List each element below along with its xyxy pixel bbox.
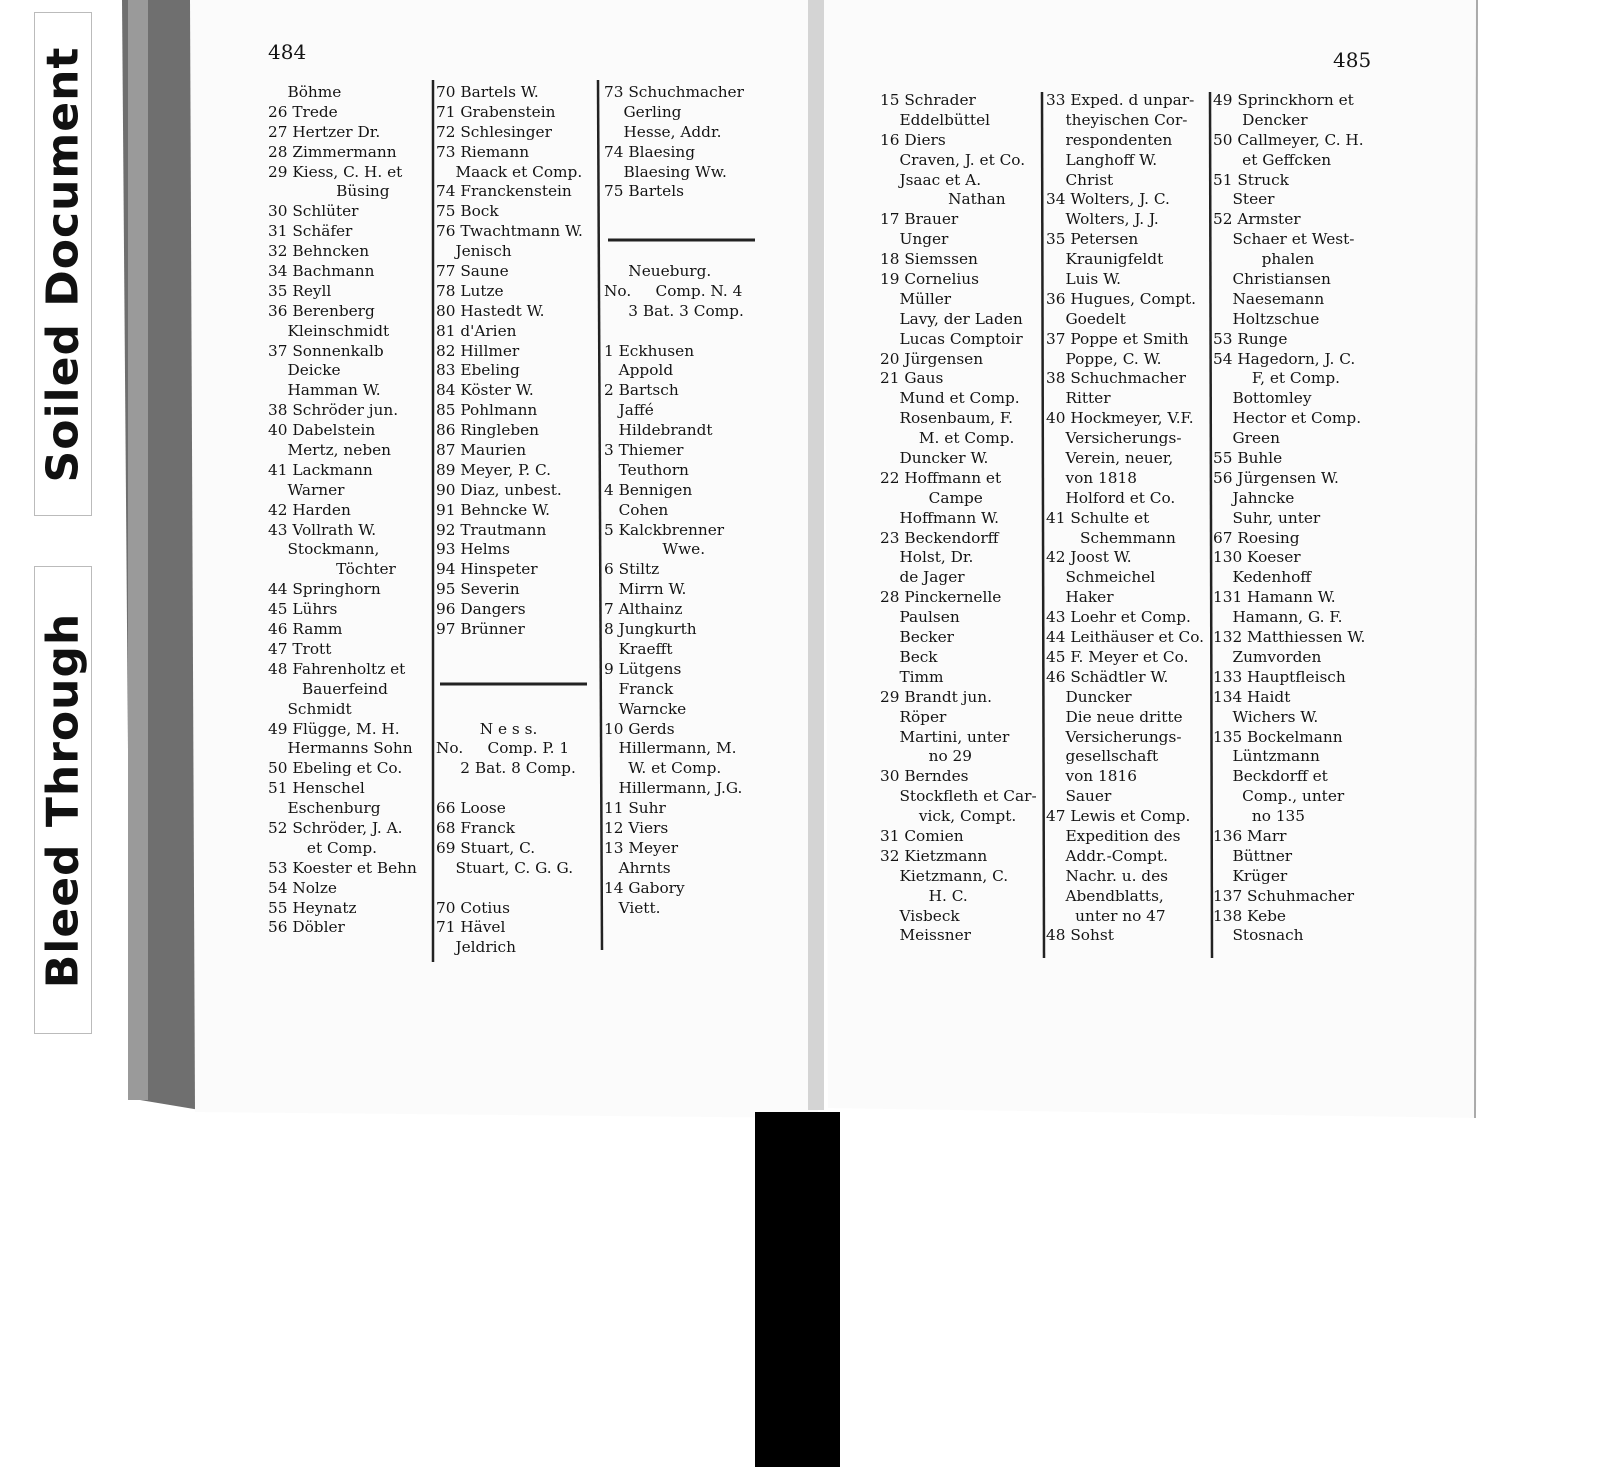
directory-entry: 43 Loehr et Comp. <box>1046 608 1191 627</box>
directory-entry: respondenten <box>1046 130 1173 149</box>
directory-entry: Warner <box>268 480 345 499</box>
directory-entry <box>436 879 583 899</box>
directory-entry: 78 Lutze <box>436 281 504 300</box>
directory-entry: 95 Severin <box>436 580 520 599</box>
right-page-column-2 <box>1046 91 1204 946</box>
directory-entry: 92 Trautmann <box>436 520 547 539</box>
gutter-shadow <box>808 0 824 1110</box>
directory-entry: 55 Heynatz <box>268 898 357 917</box>
directory-entry: 36 Berenberg <box>268 301 375 320</box>
directory-entry: 3 Bat. 3 Comp. <box>604 301 744 320</box>
directory-entry: Craven, J. et Co. <box>880 150 1026 169</box>
directory-entry: 136 Marr <box>1213 826 1287 845</box>
directory-entry: 75 Bock <box>436 202 499 221</box>
directory-entry <box>604 322 744 342</box>
directory-entry: Unger <box>880 230 949 249</box>
directory-entry: 35 Petersen <box>1046 230 1139 249</box>
directory-entry: 87 Maurien <box>436 441 527 460</box>
directory-entry: 37 Poppe et Smith <box>1046 329 1189 348</box>
directory-entry: 74 Franckenstein <box>436 182 572 201</box>
directory-entry: Christ <box>1046 170 1114 189</box>
directory-entry: theyischen Cor- <box>1046 110 1188 129</box>
directory-entry: 51 Henschel <box>268 779 365 798</box>
directory-entry: 89 Meyer, P. C. <box>436 460 552 479</box>
directory-entry: Meissner <box>880 926 971 945</box>
directory-entry: 53 Runge <box>1213 329 1288 348</box>
left-page-column-3 <box>604 83 744 918</box>
directory-entry: Franck <box>604 679 674 698</box>
directory-entry: Abendblatts, <box>1046 886 1164 905</box>
directory-entry: 6 Stiltz <box>604 560 660 579</box>
directory-entry: 38 Schuchmacher <box>1046 369 1186 388</box>
directory-entry: 46 Schädtler W. <box>1046 667 1169 686</box>
directory-entry: Dencker <box>1213 110 1308 129</box>
directory-entry: 42 Joost W. <box>1046 548 1132 567</box>
directory-entry: 34 Bachmann <box>268 262 375 281</box>
directory-entry: 130 Koeser <box>1213 548 1301 567</box>
directory-entry: Krüger <box>1213 866 1288 885</box>
directory-entry: vick, Compt. <box>880 807 1017 826</box>
directory-entry <box>604 242 744 262</box>
directory-entry: 4 Bennigen <box>604 480 693 499</box>
directory-entry: Beckdorff et <box>1213 767 1328 786</box>
directory-entry: 132 Matthiessen W. <box>1213 628 1366 647</box>
directory-entry: 50 Callmeyer, C. H. <box>1213 130 1364 149</box>
directory-entry: Eddelbüttel <box>880 110 991 129</box>
directory-entry: Hillermann, J.G. <box>604 779 743 798</box>
directory-entry: Maack et Comp. <box>436 162 583 181</box>
book-edge-stripes <box>128 0 148 1100</box>
directory-entry <box>436 779 583 799</box>
directory-entry: 75 Bartels <box>604 182 684 201</box>
directory-entry: Blaesing Ww. <box>604 162 727 181</box>
directory-entry: Lavy, der Laden <box>880 309 1023 328</box>
directory-entry: 7 Althainz <box>604 600 683 619</box>
directory-entry: Töchter <box>268 560 396 579</box>
directory-entry: 131 Hamann W. <box>1213 588 1336 607</box>
left-page-column-2 <box>436 83 583 958</box>
directory-entry: 71 Hävel <box>436 918 506 937</box>
directory-entry: Mertz, neben <box>268 441 392 460</box>
directory-entry: 30 Schlüter <box>268 202 359 221</box>
directory-entry: Stuart, C. G. G. <box>436 858 574 877</box>
directory-entry <box>436 640 583 660</box>
directory-entry: Green <box>1213 429 1280 448</box>
directory-entry: 20 Jürgensen <box>880 349 984 368</box>
directory-entry: 15 Schrader <box>880 91 976 109</box>
directory-entry: 49 Flügge, M. H. <box>268 719 400 738</box>
directory-entry: 14 Gabory <box>604 878 685 897</box>
directory-entry: 8 Jungkurth <box>604 620 697 639</box>
directory-entry: 134 Haidt <box>1213 687 1291 706</box>
directory-entry: et Comp. <box>268 838 378 857</box>
directory-entry: Paulsen <box>880 608 960 627</box>
directory-entry: 77 Saune <box>436 262 509 281</box>
directory-entry: Hillermann, M. <box>604 739 737 758</box>
right-page-column-1 <box>880 91 1037 946</box>
directory-entry: Zumvorden <box>1213 647 1322 666</box>
directory-entry: Wolters, J. J. <box>1046 210 1159 229</box>
directory-entry <box>436 680 583 700</box>
directory-entry: Stockfleth et Car- <box>880 787 1037 806</box>
directory-entry: 137 Schuhmacher <box>1213 886 1355 905</box>
directory-entry: Jenisch <box>436 242 512 261</box>
directory-entry: von 1816 <box>1046 767 1137 786</box>
directory-entry: 18 Siemssen <box>880 250 978 269</box>
directory-entry: 45 Lührs <box>268 600 338 619</box>
bleed-through-label: Bleed Through <box>37 612 89 988</box>
directory-entry: No. Comp. P. 1 <box>436 739 570 758</box>
directory-entry: 97 Brünner <box>436 620 525 639</box>
directory-entry: No. Comp. N. 4 <box>604 281 743 300</box>
directory-entry: M. et Comp. <box>880 429 1015 448</box>
directory-entry: 42 Harden <box>268 500 351 519</box>
directory-entry: 21 Gaus <box>880 369 944 388</box>
directory-entry: Kraefft <box>604 639 673 658</box>
directory-entry: 11 Suhr <box>604 799 666 818</box>
directory-entry: 5 Kalckbrenner <box>604 520 725 539</box>
directory-entry: Christiansen <box>1213 270 1331 289</box>
directory-entry: 70 Bartels W. <box>436 83 539 101</box>
directory-entry: 29 Kiess, C. H. et <box>268 162 403 181</box>
directory-entry: 74 Blaesing <box>604 142 696 161</box>
directory-entry: 30 Berndes <box>880 767 969 786</box>
directory-entry: 46 Ramm <box>268 620 343 639</box>
directory-entry: Timm <box>880 667 944 686</box>
directory-entry: 94 Hinspeter <box>436 560 538 579</box>
directory-entry: 17 Brauer <box>880 210 959 229</box>
directory-entry: unter no 47 <box>1046 906 1166 925</box>
directory-entry: 10 Gerds <box>604 719 675 738</box>
directory-entry: 82 Hillmer <box>436 341 520 360</box>
directory-entry: Cohen <box>604 500 669 519</box>
directory-entry: 93 Helms <box>436 540 510 559</box>
directory-entry: Neueburg. <box>604 262 712 281</box>
left-page-column-1 <box>268 83 417 938</box>
directory-entry: Mirrn W. <box>604 580 687 599</box>
directory-entry: Schmidt <box>268 699 352 718</box>
directory-entry: 16 Diers <box>880 130 946 149</box>
directory-entry: phalen <box>1213 250 1315 269</box>
directory-entry: Stosnach <box>1213 926 1304 945</box>
directory-entry: Eschenburg <box>268 799 381 818</box>
directory-entry: Büttner <box>1213 846 1293 865</box>
directory-entry: 53 Koester et Behn <box>268 858 417 877</box>
directory-entry <box>436 700 583 720</box>
directory-entry: Jeldrich <box>436 938 516 957</box>
directory-entry: 2 Bat. 8 Comp. <box>436 759 576 778</box>
directory-entry: 31 Schäfer <box>268 222 353 241</box>
directory-entry: Ritter <box>1046 389 1111 408</box>
directory-entry: Hildebrandt <box>604 421 713 440</box>
directory-entry: 32 Behncken <box>268 242 370 261</box>
directory-entry: Langhoff W. <box>1046 150 1158 169</box>
directory-entry: Hoffmann W. <box>880 508 999 527</box>
directory-entry: 84 Köster W. <box>436 381 534 400</box>
directory-entry: no 29 <box>880 747 973 766</box>
directory-entry: Sauer <box>1046 787 1112 806</box>
directory-entry: Teuthorn <box>604 460 689 479</box>
directory-entry: 76 Twachtmann W. <box>436 222 583 241</box>
directory-entry: Hector et Comp. <box>1213 409 1362 428</box>
directory-entry: 73 Riemann <box>436 142 530 161</box>
directory-entry: Büsing <box>268 182 390 201</box>
directory-entry: Expedition des <box>1046 826 1181 845</box>
directory-entry: 9 Lütgens <box>604 659 682 678</box>
directory-entry: 51 Struck <box>1213 170 1289 189</box>
directory-entry: Holst, Dr. <box>880 548 974 567</box>
directory-entry: Naesemann <box>1213 289 1325 308</box>
directory-entry: Schaer et West- <box>1213 230 1355 249</box>
directory-entry <box>604 202 744 222</box>
directory-entry: 91 Behncke W. <box>436 500 550 519</box>
directory-entry: Hermanns Sohn <box>268 739 413 758</box>
directory-entry: 33 Exped. d unpar- <box>1046 91 1195 109</box>
directory-entry: Lüntzmann <box>1213 747 1320 766</box>
directory-entry: Ahrnts <box>604 858 671 877</box>
directory-entry: 72 Schlesinger <box>436 122 552 141</box>
directory-entry: Kleinschmidt <box>268 321 390 340</box>
directory-entry: 135 Bockelmann <box>1213 727 1343 746</box>
directory-entry: 56 Jürgensen W. <box>1213 468 1339 487</box>
directory-entry: H. C. <box>880 886 968 905</box>
directory-entry: Duncker W. <box>880 449 989 468</box>
directory-entry: Holtzschue <box>1213 309 1320 328</box>
directory-entry: 29 Brandt jun. <box>880 687 992 706</box>
directory-entry: 50 Ebeling et Co. <box>268 759 403 778</box>
directory-entry: 31 Comien <box>880 826 964 845</box>
right-page-number: 485 <box>1333 48 1372 72</box>
directory-entry: Appold <box>604 361 674 380</box>
directory-entry: 90 Diaz, unbest. <box>436 480 562 499</box>
directory-entry: 27 Hertzer Dr. <box>268 122 381 141</box>
black-block <box>755 1112 840 1467</box>
directory-entry: Versicherungs- <box>1046 727 1182 746</box>
directory-entry: Poppe, C. W. <box>1046 349 1162 368</box>
directory-entry: 37 Sonnenkalb <box>268 341 384 360</box>
directory-entry: 47 Lewis et Comp. <box>1046 807 1191 826</box>
directory-entry: 83 Ebeling <box>436 361 520 380</box>
directory-entry: 40 Dabelstein <box>268 421 376 440</box>
directory-entry: Schemmann <box>1046 528 1176 547</box>
directory-entry: F, et Comp. <box>1213 369 1340 388</box>
directory-entry: 73 Schuchmacher <box>604 83 744 101</box>
directory-entry: Röper <box>880 707 947 726</box>
directory-entry: Wichers W. <box>1213 707 1319 726</box>
directory-entry: Becker <box>880 628 954 647</box>
directory-entry: 85 Pohlmann <box>436 401 538 420</box>
directory-entry: N e s s. <box>436 719 538 738</box>
directory-entry: 54 Hagedorn, J. C. <box>1213 349 1356 368</box>
directory-entry: 48 Fahrenholtz et <box>268 659 406 678</box>
directory-entry: 52 Schröder, J. A. <box>268 818 403 837</box>
directory-entry: 66 Loose <box>436 799 506 818</box>
directory-entry: Suhr, unter <box>1213 508 1321 527</box>
directory-entry: 86 Ringleben <box>436 421 540 440</box>
directory-entry: Viett. <box>604 898 661 917</box>
directory-entry: 71 Grabenstein <box>436 102 556 121</box>
directory-entry: Bottomley <box>1213 389 1312 408</box>
directory-entry: Addr.-Compt. <box>1046 846 1168 865</box>
directory-entry: 96 Dangers <box>436 600 526 619</box>
directory-entry <box>604 222 744 242</box>
directory-entry: Gerling <box>604 102 682 121</box>
directory-entry: 28 Pinckernelle <box>880 588 1002 607</box>
directory-entry: Hamman W. <box>268 381 381 400</box>
directory-entry: 34 Wolters, J. C. <box>1046 190 1170 209</box>
directory-entry: Haker <box>1046 588 1114 607</box>
directory-entry: 54 Nolze <box>268 878 337 897</box>
directory-entry: Campe <box>880 488 983 507</box>
directory-entry <box>436 660 583 680</box>
directory-entry: 36 Hugues, Compt. <box>1046 289 1197 308</box>
directory-entry: W. et Comp. <box>604 759 722 778</box>
directory-entry: Wwe. <box>604 540 706 559</box>
directory-entry: Böhme <box>268 83 342 101</box>
directory-entry: 2 Bartsch <box>604 381 679 400</box>
directory-entry: Bauerfeind <box>268 679 388 698</box>
directory-entry: 28 Zimmermann <box>268 142 397 161</box>
directory-entry: 3 Thiemer <box>604 441 684 460</box>
directory-entry: 133 Hauptfleisch <box>1213 667 1346 686</box>
directory-entry: 56 Döbler <box>268 918 345 937</box>
directory-entry: Jsaac et A. <box>880 170 982 189</box>
directory-entry: Jaffé <box>604 401 654 420</box>
directory-entry: 52 Armster <box>1213 210 1301 229</box>
directory-entry: 49 Sprinckhorn et <box>1213 91 1354 109</box>
directory-entry: 48 Sohst <box>1046 926 1114 945</box>
directory-entry: Hamann, G. F. <box>1213 608 1343 627</box>
directory-entry: Nathan <box>880 190 1006 209</box>
directory-entry: 67 Roesing <box>1213 528 1300 547</box>
directory-entry: 38 Schröder jun. <box>268 401 399 420</box>
directory-entry: Holford et Co. <box>1046 488 1176 507</box>
directory-entry: Warncke <box>604 699 687 718</box>
directory-entry: Duncker <box>1046 687 1132 706</box>
directory-entry: 35 Reyll <box>268 281 332 300</box>
directory-entry: Verein, neuer, <box>1046 449 1174 468</box>
directory-entry: Nachr. u. des <box>1046 866 1169 885</box>
directory-entry: 40 Hockmeyer, V.F. <box>1046 409 1194 428</box>
directory-entry: Luis W. <box>1046 270 1121 289</box>
directory-entry: 69 Stuart, C. <box>436 838 536 857</box>
directory-entry: Versicherungs- <box>1046 429 1182 448</box>
directory-entry: Steer <box>1213 190 1275 209</box>
directory-entry: Müller <box>880 289 952 308</box>
right-page-column-3 <box>1213 91 1365 946</box>
directory-entry: Schmeichel <box>1046 568 1156 587</box>
directory-entry: 26 Trede <box>268 102 338 121</box>
directory-entry: Martini, unter <box>880 727 1010 746</box>
directory-entry: 41 Lackmann <box>268 460 373 479</box>
directory-entry: Comp., unter <box>1213 787 1345 806</box>
directory-entry: Goedelt <box>1046 309 1126 328</box>
directory-entry: 70 Cotius <box>436 898 510 917</box>
directory-entry: 81 d'Arien <box>436 321 517 340</box>
directory-entry: 13 Meyer <box>604 838 679 857</box>
directory-entry: Stockmann, <box>268 540 380 559</box>
directory-entry: 68 Franck <box>436 818 516 837</box>
directory-entry: Rosenbaum, F. <box>880 409 1014 428</box>
directory-entry: 1 Eckhusen <box>604 341 695 360</box>
directory-entry: Kraunigfeldt <box>1046 250 1164 269</box>
directory-entry: 47 Trott <box>268 639 332 658</box>
directory-entry: Beck <box>880 647 938 666</box>
directory-entry: de Jager <box>880 568 965 587</box>
directory-entry: Hesse, Addr. <box>604 122 722 141</box>
directory-entry: 80 Hastedt W. <box>436 301 545 320</box>
directory-entry: 44 Leithäuser et Co. <box>1046 628 1205 647</box>
directory-entry: 19 Cornelius <box>880 270 979 289</box>
directory-entry: gesellschaft <box>1046 747 1159 766</box>
directory-entry: Jahncke <box>1213 488 1295 507</box>
directory-entry: 138 Kebe <box>1213 906 1286 925</box>
directory-entry: 44 Springhorn <box>268 580 381 599</box>
directory-entry: Visbeck <box>880 906 960 925</box>
directory-entry: 41 Schulte et <box>1046 508 1150 527</box>
soiled-document-label: Soiled Document <box>37 46 89 482</box>
directory-entry: 45 F. Meyer et Co. <box>1046 647 1189 666</box>
directory-entry: 12 Viers <box>604 818 669 837</box>
directory-entry: no 135 <box>1213 807 1306 826</box>
directory-entry: von 1818 <box>1046 468 1137 487</box>
directory-entry: 22 Hoffmann et <box>880 468 1002 487</box>
directory-entry: Mund et Comp. <box>880 389 1020 408</box>
directory-entry: Deicke <box>268 361 341 380</box>
directory-entry: 43 Vollrath W. <box>268 520 377 539</box>
left-page-number: 484 <box>268 40 307 64</box>
directory-entry: 55 Buhle <box>1213 449 1283 468</box>
directory-entry: 32 Kietzmann <box>880 846 988 865</box>
directory-entry: Die neue dritte <box>1046 707 1183 726</box>
soiled-document-stamp <box>34 12 92 516</box>
directory-entry: Kedenhoff <box>1213 568 1312 587</box>
directory-entry: Kietzmann, C. <box>880 866 1009 885</box>
directory-entry: et Geffcken <box>1213 150 1332 169</box>
directory-entry: 23 Beckendorff <box>880 528 999 547</box>
directory-entry: Lucas Comptoir <box>880 329 1023 348</box>
bleed-through-stamp <box>34 566 92 1034</box>
